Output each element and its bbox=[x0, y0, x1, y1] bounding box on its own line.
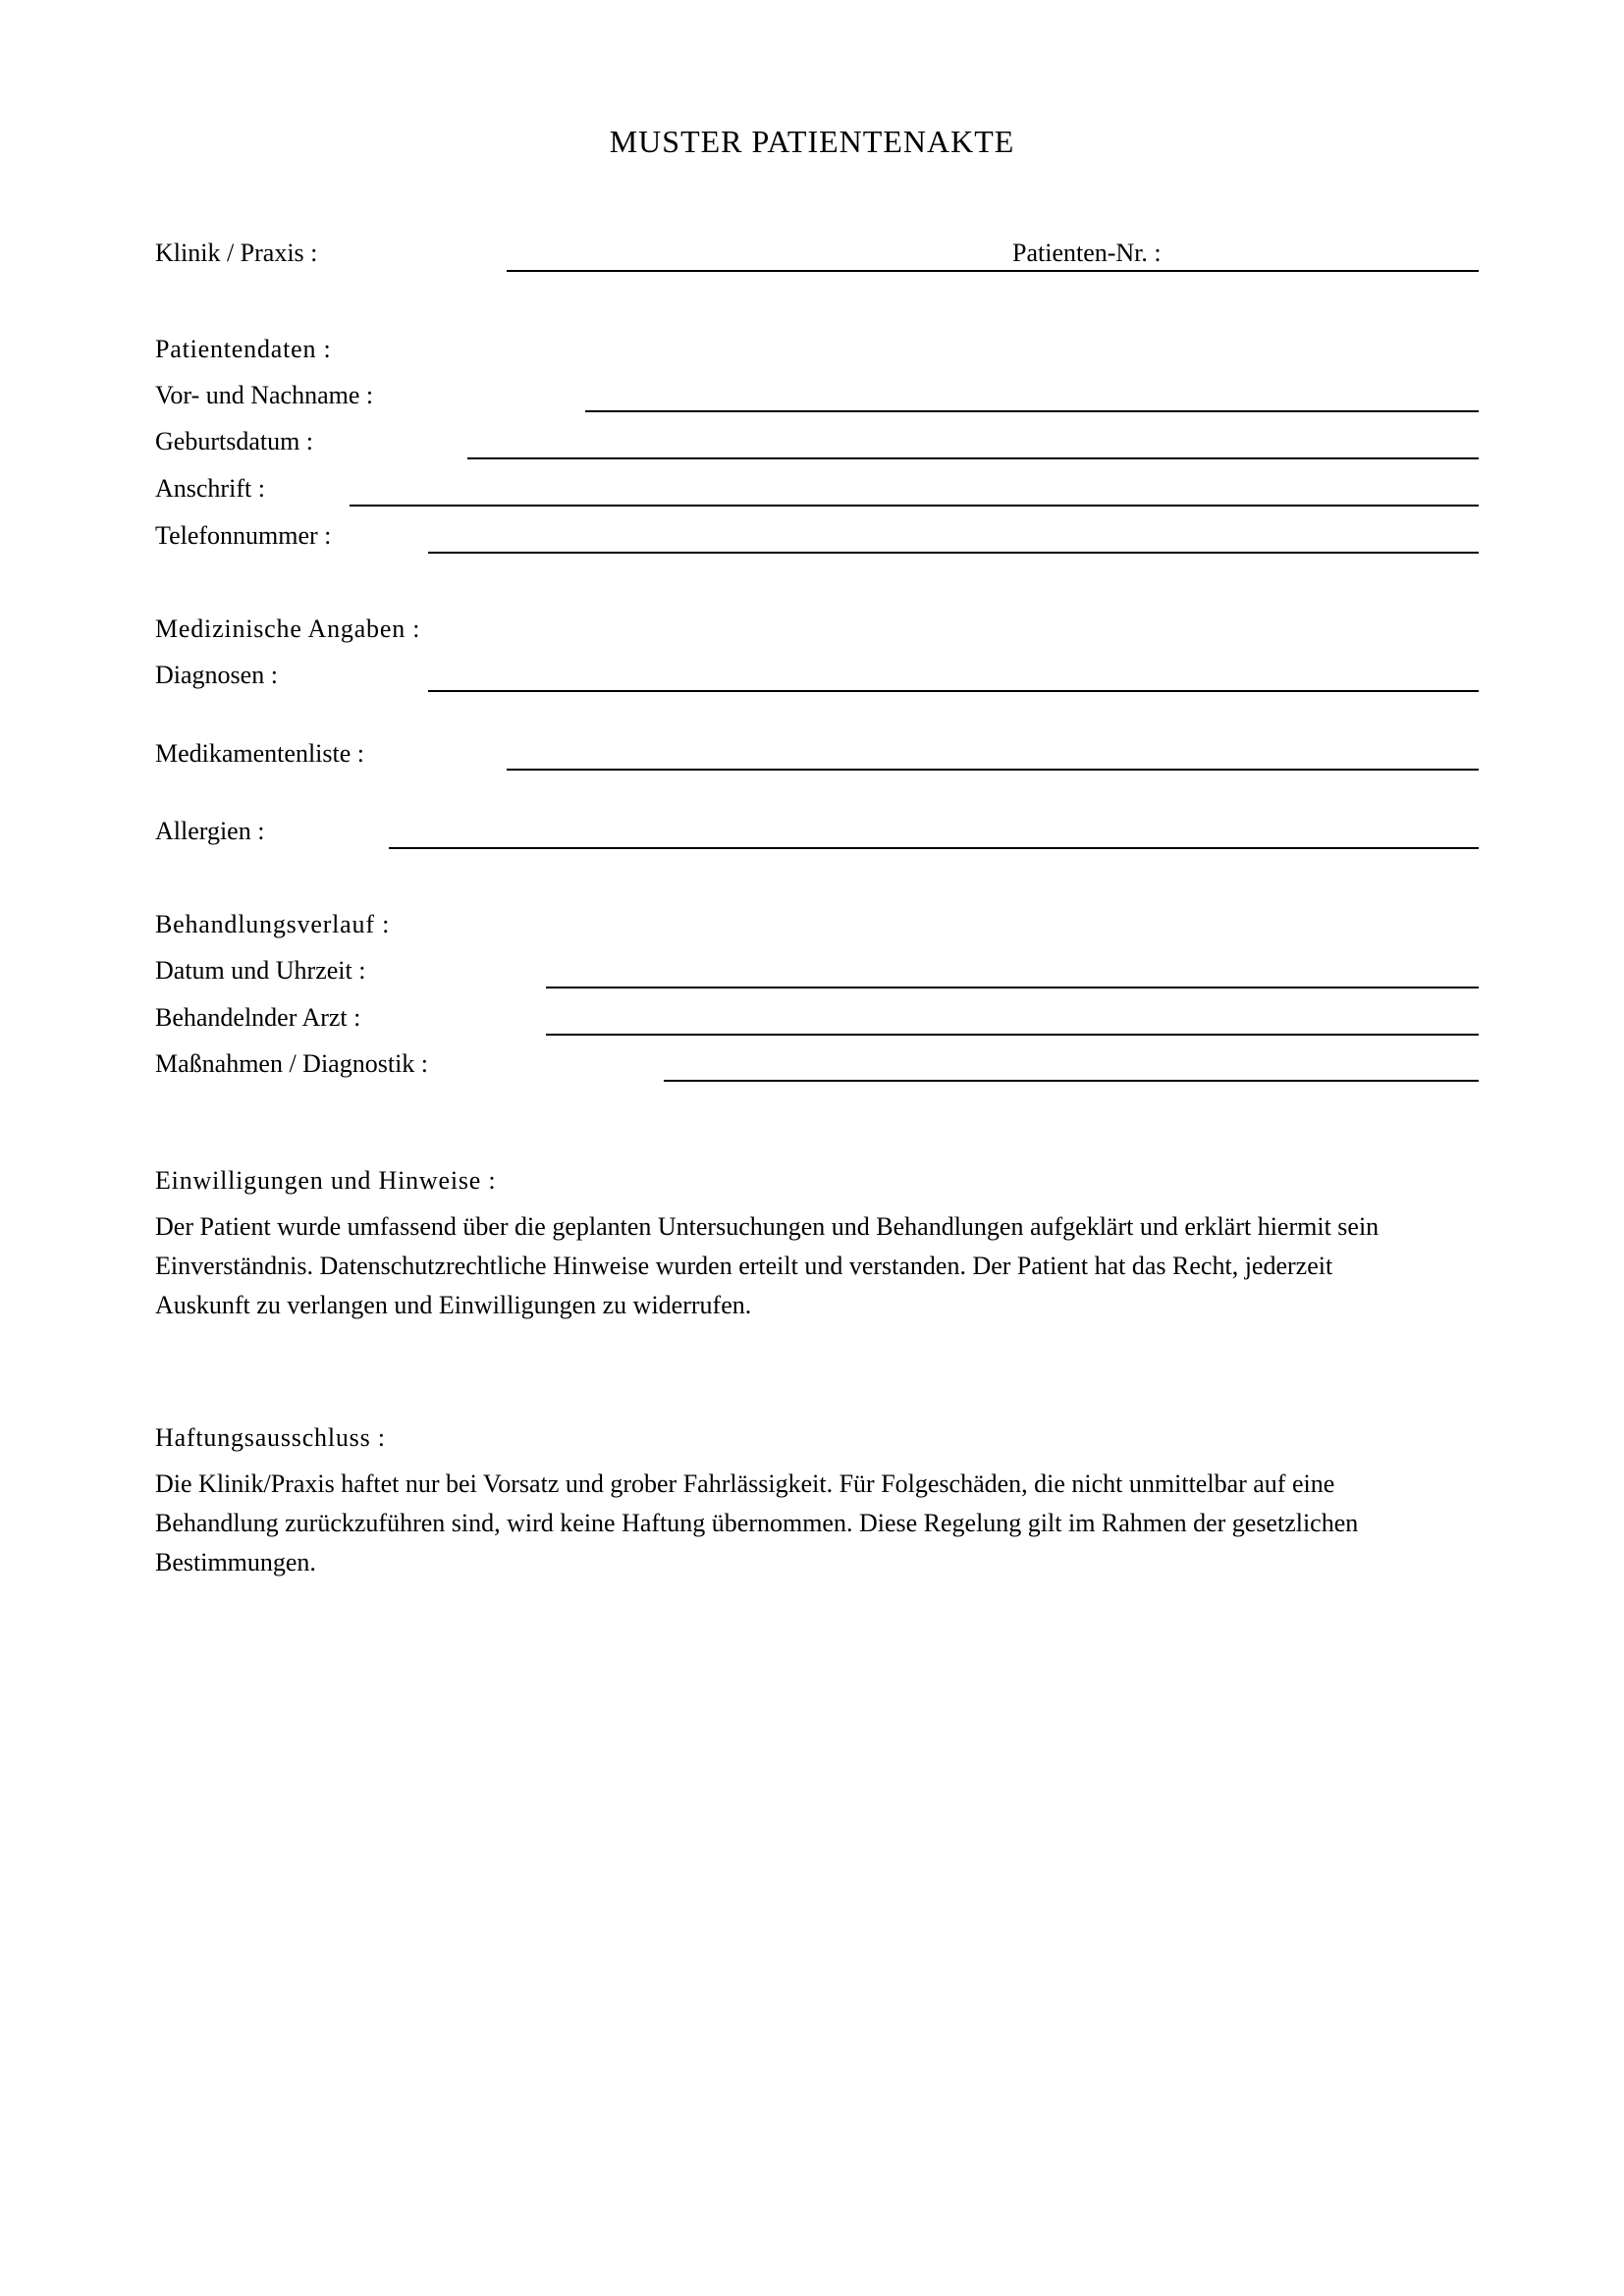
clinic-line[interactable] bbox=[507, 270, 1479, 272]
address-label: Anschrift : bbox=[155, 474, 265, 503]
measures-label: Maßnahmen / Diagnostik : bbox=[155, 1049, 429, 1078]
document-title: MUSTER PATIENTENAKTE bbox=[609, 124, 1015, 159]
patient-no-label: Patienten-Nr. : bbox=[1012, 239, 1162, 267]
liability-line: Bestimmungen. bbox=[155, 1548, 316, 1576]
datetime-label: Datum und Uhrzeit : bbox=[155, 956, 366, 985]
doctor-line[interactable] bbox=[546, 1034, 1479, 1036]
doctor-label: Behandelnder Arzt : bbox=[155, 1003, 361, 1032]
datetime-line[interactable] bbox=[546, 987, 1479, 988]
phone-line[interactable] bbox=[428, 552, 1479, 554]
treatment-heading: Behandlungsverlauf : bbox=[155, 910, 391, 938]
measures-line[interactable] bbox=[664, 1080, 1479, 1082]
clinic-label: Klinik / Praxis : bbox=[155, 239, 318, 267]
patient-data-heading: Patientendaten : bbox=[155, 335, 332, 363]
consent-paragraph bbox=[155, 1207, 1490, 1325]
diagnoses-label: Diagnosen : bbox=[155, 661, 278, 689]
name-label: Vor- und Nachname : bbox=[155, 381, 374, 409]
address-line[interactable] bbox=[350, 505, 1479, 507]
name-line[interactable] bbox=[585, 410, 1479, 412]
birth-label: Geburtsdatum : bbox=[155, 427, 314, 455]
phone-label: Telefonnummer : bbox=[155, 521, 332, 550]
consent-line: Auskunft zu verlangen und Einwilligungen zu widerrufen. bbox=[155, 1291, 752, 1319]
consent-line: Einverständnis. Datenschutzrechtliche Hinweise wurden erteilt und verstanden. Der Patient hat das Recht, jederzeit bbox=[155, 1252, 1333, 1280]
consent-line: Der Patient wurde umfassend über die geplanten Untersuchungen und Behandlungen aufgeklärt und erklärt hiermit sein bbox=[155, 1212, 1380, 1241]
liability-paragraph bbox=[155, 1465, 1490, 1582]
medical-heading: Medizinische Angaben : bbox=[155, 614, 421, 643]
medication-label: Medikamentenliste : bbox=[155, 739, 365, 768]
medication-line[interactable] bbox=[507, 769, 1479, 771]
liability-heading: Haftungsausschluss : bbox=[155, 1423, 386, 1452]
allergies-label: Allergien : bbox=[155, 817, 265, 845]
consent-heading: Einwilligungen und Hinweise : bbox=[155, 1166, 497, 1195]
birth-line[interactable] bbox=[467, 457, 1479, 459]
liability-line: Die Klinik/Praxis haftet nur bei Vorsatz und grober Fahrlässigkeit. Für Folgeschäden, die nicht unmittelbar auf eine bbox=[155, 1469, 1335, 1498]
liability-line: Behandlung zurückzuführen sind, wird keine Haftung übernommen. Diese Regelung gilt im Rahmen der gesetzlichen bbox=[155, 1509, 1359, 1537]
allergies-line[interactable] bbox=[389, 847, 1479, 849]
diagnoses-line[interactable] bbox=[428, 690, 1479, 692]
